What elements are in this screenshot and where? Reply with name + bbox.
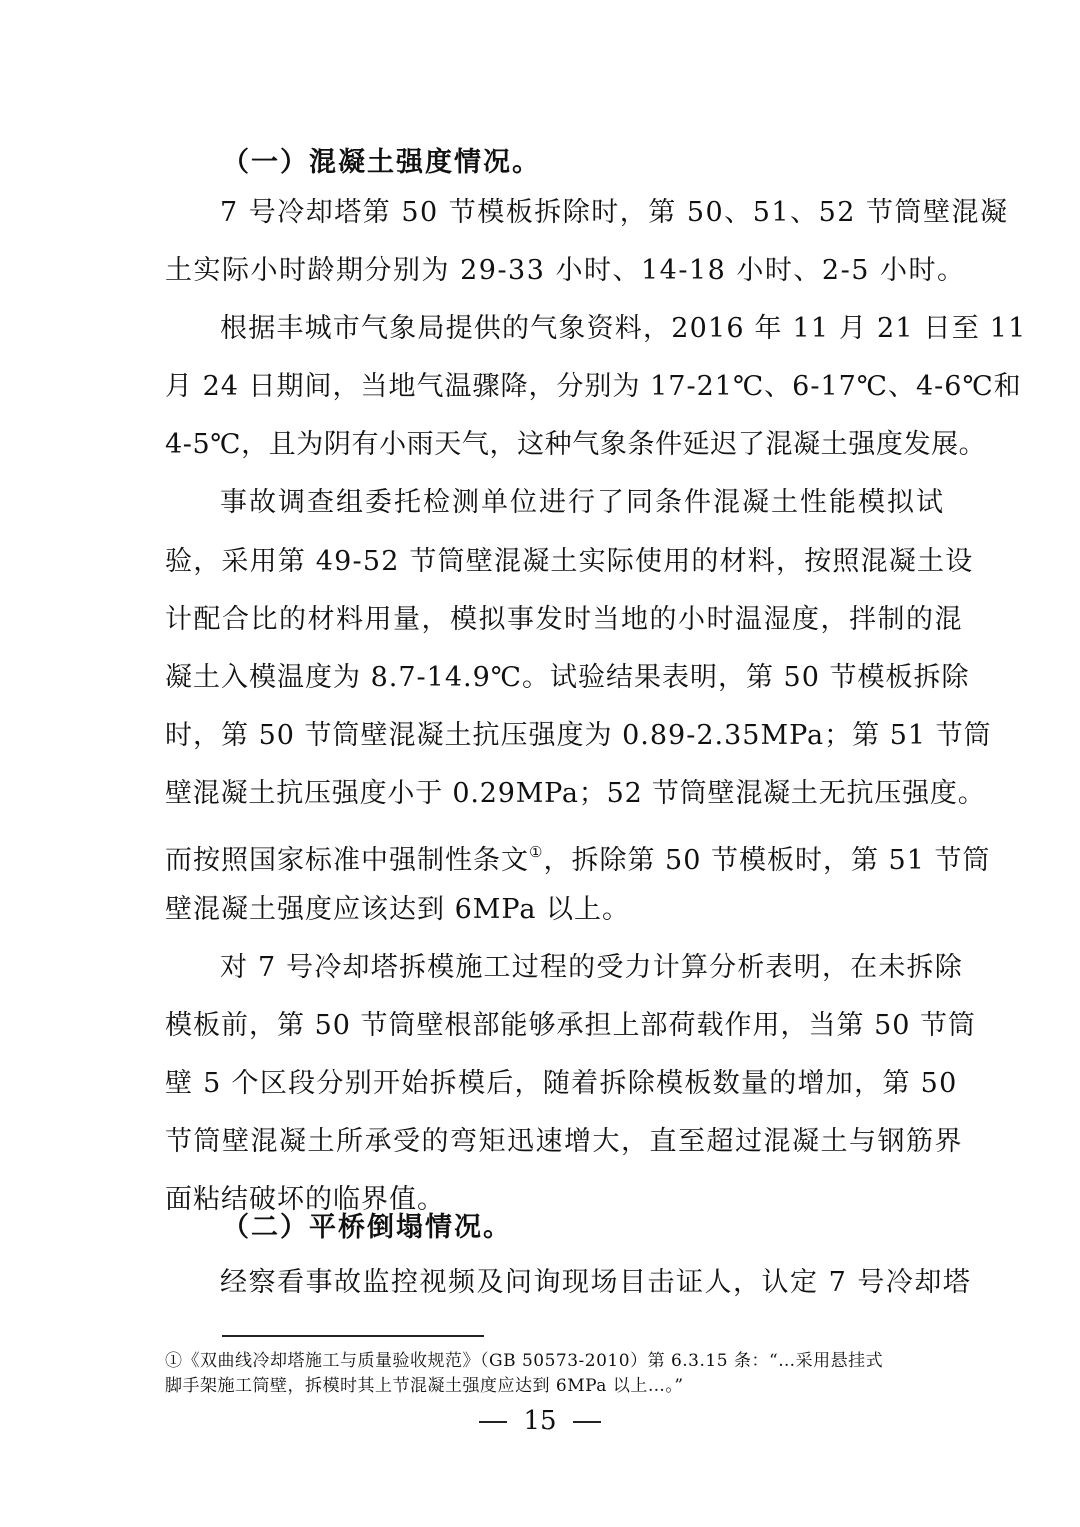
paragraph-line: 根据丰城市气象局提供的气象资料，2016 年 11 月 21 日至 11 (220, 313, 1027, 344)
paragraph-line: 月 24 日期间，当地气温骤降，分别为 17-21℃、6-17℃、4-6℃和 (165, 371, 1022, 402)
paragraph-line: 节筒壁混凝土所承受的弯矩迅速增大，直至超过混凝土与钢筋界 (165, 1126, 963, 1157)
paragraph-line: 7 号冷却塔第 50 节模板拆除时，第 50、51、52 节筒壁混凝 (220, 197, 1009, 228)
paragraph-line: 面粘结破坏的临界值。 (165, 1184, 445, 1215)
footnote-line: ①《双曲线冷却塔施工与质量验收规范》（GB 50573-2010）第 6.3.15 条：“…采用悬挂式 (165, 1351, 884, 1371)
footnote-divider (222, 1335, 484, 1337)
paragraph-text: 而按照国家标准中强制性条文 (165, 845, 529, 876)
footnote-line: 脚手架施工筒壁，拆模时其上节混凝土强度应达到 6MPa 以上…。” (165, 1376, 684, 1396)
paragraph-line: 事故调查组委托检测单位进行了同条件混凝土性能模拟试 (220, 487, 945, 518)
paragraph-text: ，拆除第 50 节模板时，第 51 节筒 (543, 845, 991, 876)
footnote-reference: ① (529, 843, 544, 861)
paragraph-line: 壁混凝土强度应该达到 6MPa 以上。 (165, 894, 631, 925)
paragraph-line: 模板前，第 50 节筒壁根部能够承担上部荷载作用，当第 50 节筒 (165, 1010, 977, 1041)
section-heading-1: （一）混凝土强度情况。 (222, 147, 541, 178)
paragraph-line: 壁混凝土抗压强度小于 0.29MPa；52 节筒壁混凝土无抗压强度。 (165, 778, 986, 809)
paragraph-line: 时，第 50 节筒壁混凝土抗压强度为 0.89-2.35MPa；第 51 节筒 (165, 720, 992, 751)
page-number (0, 1404, 1080, 1438)
paragraph-line: 壁 5 个区段分别开始拆模后，随着拆除模板数量的增加，第 50 (165, 1068, 958, 1099)
page-number-dash-right (573, 1421, 601, 1423)
paragraph-line: 凝土入模温度为 8.7-14.9℃。试验结果表明，第 50 节模板拆除 (165, 662, 970, 693)
paragraph-line: 计配合比的材料用量，模拟事发时当地的小时温湿度，拌制的混 (165, 604, 963, 635)
paragraph-line: 验，采用第 49-52 节筒壁混凝土实际使用的材料，按照混凝土设 (165, 546, 974, 577)
paragraph-line: 对 7 号冷却塔拆模施工过程的受力计算分析表明，在未拆除 (220, 952, 963, 983)
paragraph-line: 经察看事故监控视频及问询现场目击证人，认定 7 号冷却塔 (220, 1267, 972, 1298)
paragraph-line (165, 835, 991, 878)
paragraph-line: 4-5℃，且为阴有小雨天气，这种气象条件延迟了混凝土强度发展。 (165, 429, 987, 460)
page-number-dash-left (479, 1421, 507, 1423)
section-heading-2: （二）平桥倒塌情况。 (222, 1212, 512, 1243)
paragraph-line: 土实际小时龄期分别为 29-33 小时、14-18 小时、2-5 小时。 (165, 255, 966, 286)
page-number-text: 15 (523, 1406, 557, 1436)
